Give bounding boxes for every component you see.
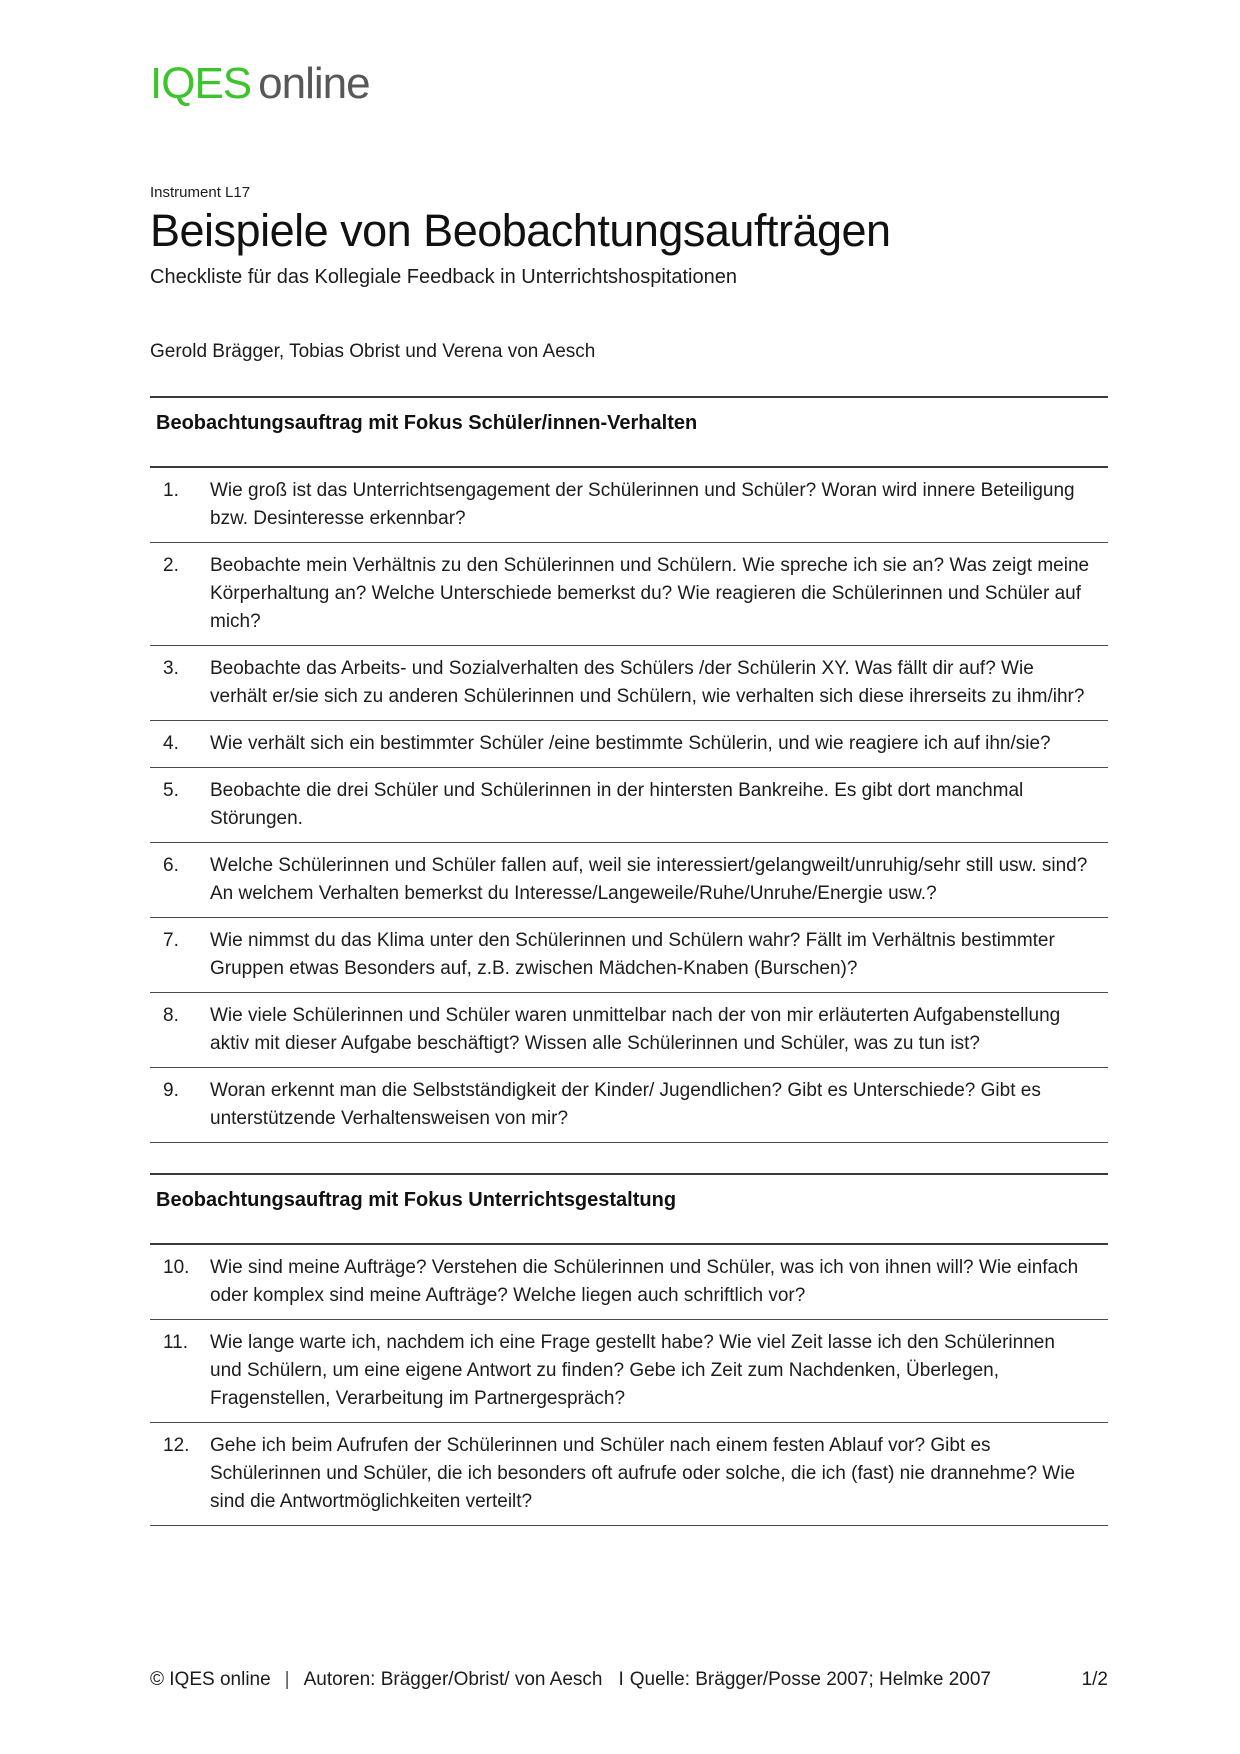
item-text: Wie nimmst du das Klima unter den Schülerinnen und Schülern wahr? Fällt im Verhältnis bestimmter Gruppen etwas Besonders auf, z.B. zwischen Mädchen-Knaben (Burschen)? xyxy=(210,930,1055,979)
item-text: Wie verhält sich ein bestimmter Schüler /eine bestimmte Schülerin, und wie reagiere ich auf ihn/sie? xyxy=(210,733,1051,754)
list-item xyxy=(150,1423,1108,1526)
footer-copyright: © IQES online xyxy=(150,1669,271,1690)
item-list xyxy=(150,1245,1108,1526)
item-text: Welche Schülerinnen und Schüler fallen auf, weil sie interessiert/gelangweilt/unruhig/sehr still usw. sind? An welchem Verhalten bemerkst du Interesse/Langeweile/Ruhe/Unruhe/Energie usw.? xyxy=(210,855,1088,904)
logo-brand-text: IQES xyxy=(150,59,252,108)
section-heading: Beobachtungsauftrag mit Fokus Unterrichtsgestaltung xyxy=(150,1173,1108,1245)
item-number: 2. xyxy=(163,555,179,576)
section-heading: Beobachtungsauftrag mit Fokus Schüler/innen-Verhalten xyxy=(150,396,1108,468)
item-text: Wie sind meine Aufträge? Verstehen die Schülerinnen und Schüler, was ich von ihnen will? Wie einfach oder komplex sind meine Aufträge? Welche liegen auch schriftlich vor? xyxy=(210,1257,1079,1306)
item-text: Beobachte die drei Schüler und Schülerinnen in der hintersten Bankreihe. Es gibt dort manchmal Störungen. xyxy=(210,780,1024,829)
list-item xyxy=(150,1320,1108,1423)
footer-separator: | xyxy=(284,1669,290,1690)
list-item xyxy=(150,843,1108,918)
list-item xyxy=(150,1068,1108,1143)
item-number: 12. xyxy=(163,1435,190,1456)
page-number: 1/2 xyxy=(1081,1669,1108,1690)
list-item xyxy=(150,468,1108,543)
page-title: Beispiele von Beobachtungsaufträgen xyxy=(150,205,891,256)
item-number: 10. xyxy=(163,1257,190,1278)
item-text: Wie groß ist das Unterrichtsengagement der Schülerinnen und Schüler? Woran wird innere Beteiligung bzw. Desinteresse erkennbar? xyxy=(210,480,1075,529)
section-unterrichtsgestaltung xyxy=(150,1173,1108,1526)
footer-source: Quelle: Brägger/Posse 2007; Helmke 2007 xyxy=(629,1669,991,1690)
list-item xyxy=(150,543,1108,646)
footer-authors: Autoren: Brägger/Obrist/ von Aesch xyxy=(303,1669,603,1690)
item-text: Beobachte das Arbeits- und Sozialverhalten des Schülers /der Schülerin XY. Was fällt dir auf? Wie verhält er/sie sich zu anderen Schülerinnen und Schülern, wie verhalten sich diese ihrerseits zu ihm/ihr? xyxy=(210,658,1085,707)
item-number: 3. xyxy=(163,658,179,679)
item-text: Wie viele Schülerinnen und Schüler waren unmittelbar nach der von mir erläuterten Aufgabenstellung aktiv mit dieser Aufgabe beschäftigt? Wissen alle Schülerinnen und Schüler, was zu tun ist? xyxy=(210,1005,1061,1054)
list-item xyxy=(150,1245,1108,1320)
item-text: Gehe ich beim Aufrufen der Schülerinnen und Schüler nach einem festen Ablauf vor? Gibt es Schülerinnen und Schüler, die ich besonders oft aufrufe oder solche, die ich (fast) nie drannehme? Wie sind die Antwortmöglichkeiten verteilt? xyxy=(210,1435,1076,1512)
list-item xyxy=(150,721,1108,768)
item-number: 9. xyxy=(163,1080,179,1101)
authors-line: Gerold Brägger, Tobias Obrist und Verena von Aesch xyxy=(150,341,596,362)
item-number: 1. xyxy=(163,480,179,501)
list-item xyxy=(150,993,1108,1068)
item-text: Woran erkennt man die Selbstständigkeit der Kinder/ Jugendlichen? Gibt es Unterschiede? Gibt es unterstützende Verhaltensweisen von mir? xyxy=(210,1080,1041,1129)
iqes-online-logo xyxy=(150,0,1108,108)
item-text: Wie lange warte ich, nachdem ich eine Frage gestellt habe? Wie viel Zeit lasse ich den Schülerinnen und Schülern, um eine eigene Antwort zu finden? Gebe ich Zeit zum Nachdenken, Überlegen, Fragenstellen, Verarbeitung im Partnergespräch? xyxy=(210,1332,1055,1409)
footer-separator: I xyxy=(618,1669,624,1690)
item-number: 6. xyxy=(163,855,179,876)
item-number: 4. xyxy=(163,733,179,754)
list-item xyxy=(150,646,1108,721)
page-footer xyxy=(150,1668,1108,1692)
item-number: 7. xyxy=(163,930,179,951)
item-number: 8. xyxy=(163,1005,179,1026)
item-text: Beobachte mein Verhältnis zu den Schülerinnen und Schülern. Wie spreche ich sie an? Was zeigt meine Körperhaltung an? Welche Unterschiede bemerkst du? Wie reagieren die Schülerinnen und Schüler auf mich? xyxy=(210,555,1090,632)
item-list xyxy=(150,468,1108,1143)
logo-suffix-text: online xyxy=(258,59,370,108)
page-subtitle: Checkliste für das Kollegiale Feedback in Unterrichtshospitationen xyxy=(150,266,737,288)
list-item xyxy=(150,918,1108,993)
list-item xyxy=(150,768,1108,843)
section-schueler-verhalten xyxy=(150,396,1108,1143)
instrument-label: Instrument L17 xyxy=(150,184,251,201)
item-number: 5. xyxy=(163,780,179,801)
item-number: 11. xyxy=(163,1332,189,1353)
